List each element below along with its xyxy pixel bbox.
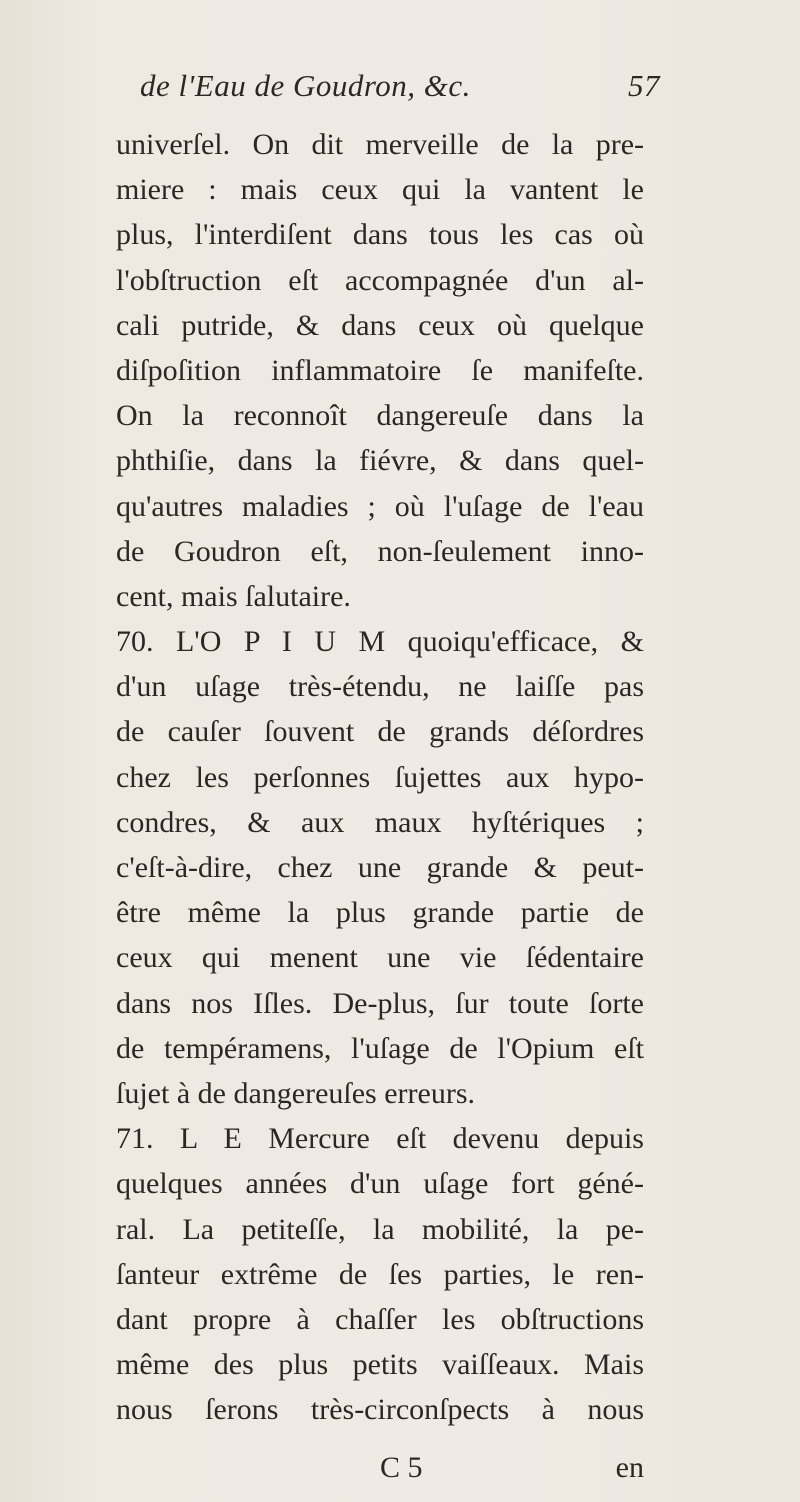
text-line: être même la plus grande partie de <box>116 896 644 930</box>
page-footer <box>116 1448 644 1488</box>
text-line: même des plus petits vaiſſeaux. Mais <box>116 1348 644 1382</box>
text-line: d'un uſage très-étendu, ne laiſſe pas <box>116 670 644 704</box>
text-line: chez les perſonnes ſujettes aux hypo- <box>116 760 644 794</box>
text-line: miere : mais ceux qui la vantent le <box>116 173 644 207</box>
text-line: qu'autres maladies ; où l'uſage de l'eau <box>116 489 644 523</box>
text-line: 71. L E Mercure eſt devenu depuis <box>116 1122 644 1156</box>
text-line: diſpoſition inflammatoire ſe manifeſte. <box>116 353 644 387</box>
text-line: cali putride, & dans ceux où quelque <box>116 308 644 342</box>
text-line: dans nos Iſles. De-plus, ſur toute ſorte <box>116 986 644 1020</box>
text-line: ceux qui menent une vie ſédentaire <box>116 941 644 975</box>
text-line: quelques années d'un uſage fort géné- <box>116 1167 644 1201</box>
text-line: ral. La petiteſſe, la mobilité, la pe- <box>116 1212 644 1246</box>
text-line: c'eſt-à-dire, chez une grande & peut- <box>116 851 644 884</box>
text-line: de cauſer ſouvent de grands déſordres <box>116 715 644 749</box>
text-line: On la reconnoît dangereuſe dans la <box>116 399 644 433</box>
text-line: phthiſie, dans la fiévre, & dans quel- <box>116 444 644 478</box>
text-line: de Goudron eſt, non-ſeulement inno- <box>116 534 644 568</box>
catchword: en <box>615 1451 644 1484</box>
text-line: nous ſerons très-circonſpects à nous <box>116 1393 644 1427</box>
text-line: l'obſtruction eſt accompagnée d'un al- <box>116 263 644 297</box>
running-head-title: de l'Eau de Goudron, &c. <box>140 68 471 103</box>
text-line: ſujet à de dangereuſes erreurs. <box>116 1076 475 1110</box>
text-line: dant propre à chaſſer les obſtructions <box>116 1302 644 1336</box>
text-line: 70. L'O P I U M quoiqu'efficace, & <box>116 625 644 659</box>
text-line: univerſel. On dit merveille de la pre- <box>116 128 644 161</box>
page-body-text <box>116 122 644 1432</box>
text-line: cent, mais ſalutaire. <box>116 579 351 613</box>
text-line: ſanteur extrême de ſes parties, le ren- <box>116 1257 644 1291</box>
text-line: plus, l'interdiſent dans tous les cas où <box>116 218 644 252</box>
text-line: condres, & aux maux hyſtériques ; <box>116 805 644 839</box>
running-head <box>140 68 660 112</box>
page-number: 57 <box>628 68 660 103</box>
text-line: de tempéramens, l'uſage de l'Opium eſt <box>116 1031 644 1065</box>
signature-mark: C 5 <box>380 1451 423 1484</box>
